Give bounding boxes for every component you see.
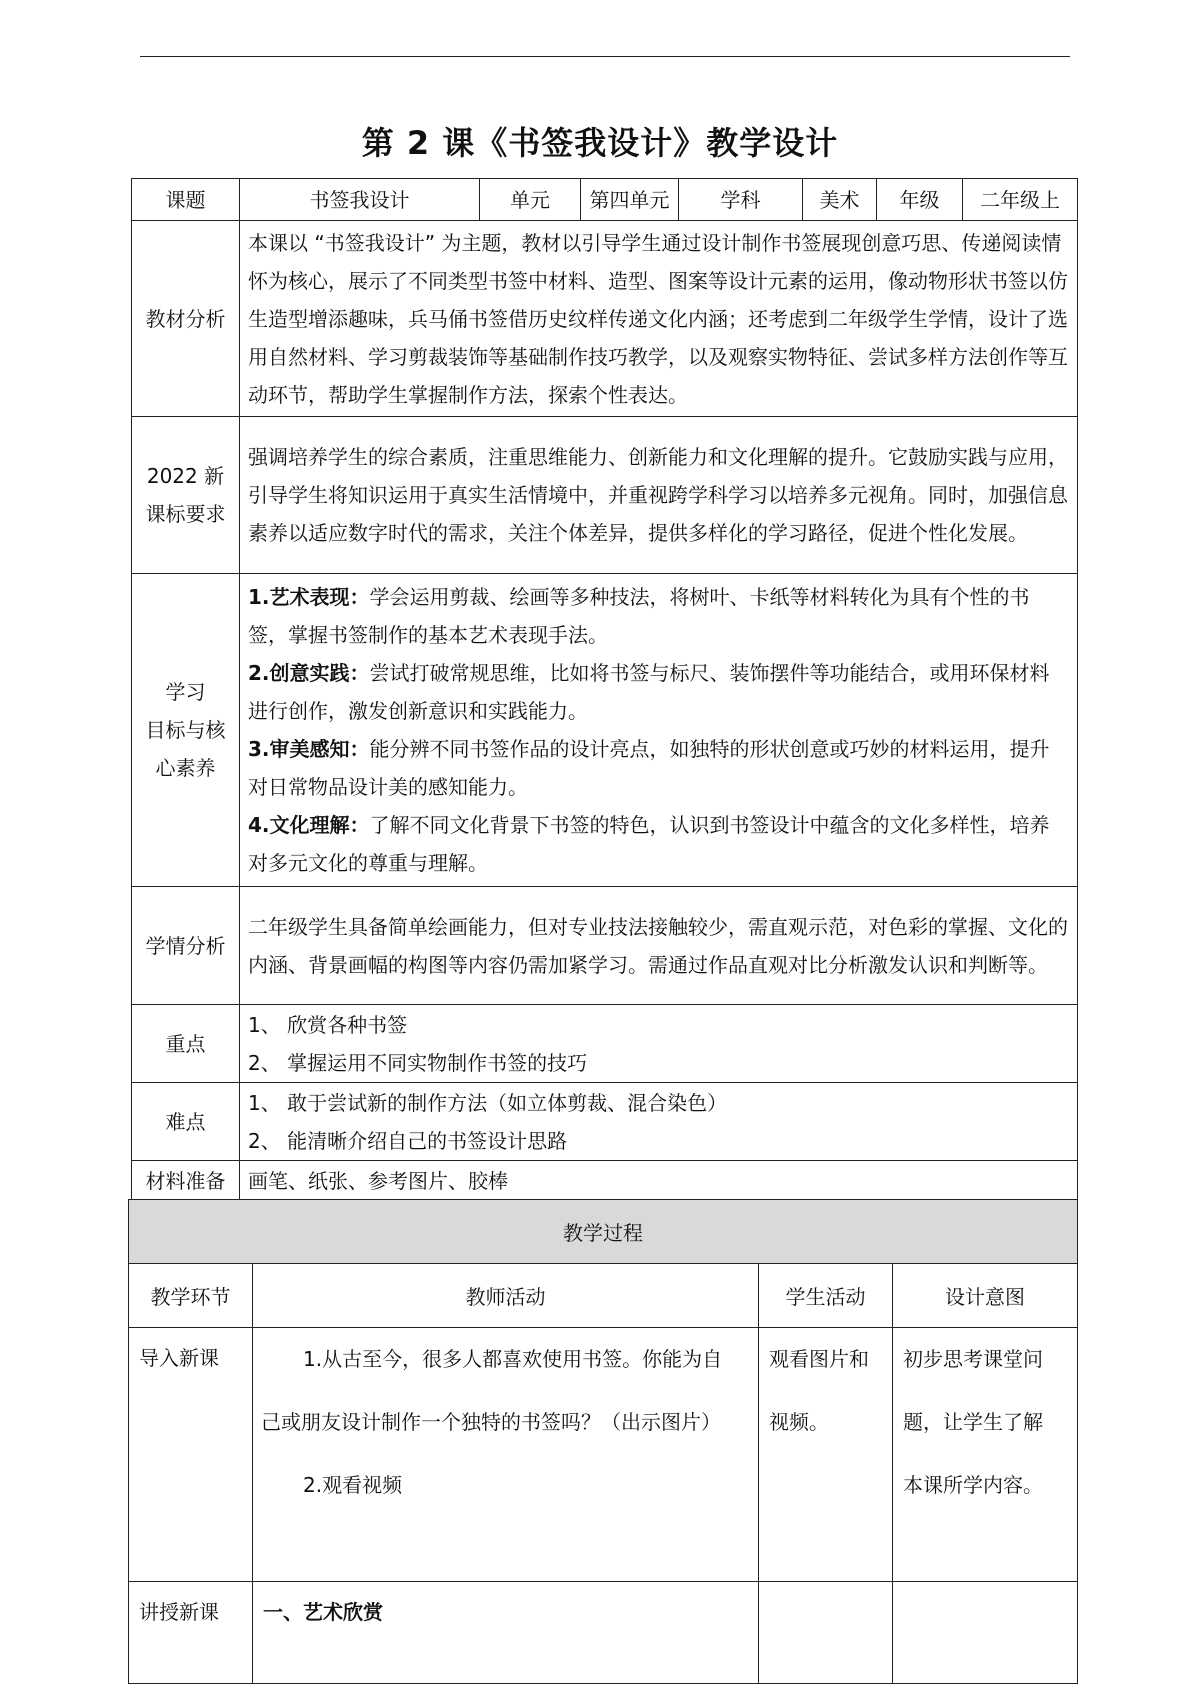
info-row	[132, 179, 1078, 221]
teaching-process-table	[128, 1199, 1078, 1684]
stage-cell: 导入新课	[129, 1328, 253, 1582]
standards-label-line2: 课标要求	[145, 502, 226, 526]
topic-value: 书签我设计	[240, 179, 480, 221]
column-header: 教师活动	[253, 1264, 759, 1328]
analysis-label: 教材分析	[132, 221, 240, 417]
difficulties-row	[132, 1083, 1078, 1161]
process-header: 教学过程	[129, 1200, 1078, 1264]
student-activity-cell	[759, 1328, 893, 1582]
list-item: 2、 能清晰介绍自己的书签设计思路	[248, 1128, 568, 1153]
objective-item	[248, 806, 1069, 882]
standards-label-line1: 2022 新	[146, 464, 225, 488]
page-title: 第 2 课《书签我设计》教学设计	[361, 124, 839, 162]
list-item: 1、 敢于尝试新的制作方法（如立体剪裁、混合染色）	[248, 1090, 728, 1115]
objective-heading: 3.审美感知：	[248, 737, 370, 761]
header-rule	[140, 56, 1070, 57]
materials-text: 画笔、纸张、参考图片、胶棒	[240, 1161, 1078, 1201]
process-header-row	[129, 1200, 1078, 1264]
objectives-list	[240, 574, 1078, 887]
objective-item	[248, 654, 1069, 730]
key-points-row	[132, 1005, 1078, 1083]
teacher-line: 2.观看视频	[303, 1473, 403, 1497]
design-intent-cell	[893, 1582, 1078, 1684]
lesson-info-table	[131, 178, 1078, 1201]
objective-text: 尝试打破常规思维，比如将书签与标尺、装饰摆件等功能结合，或用环保材料进行创作，激发创新意识和实践能力。	[248, 661, 1050, 723]
table-row	[129, 1328, 1078, 1582]
list-item: 1、 欣赏各种书签	[248, 1012, 408, 1037]
standards-label	[132, 417, 240, 574]
teacher-line: 己或朋友设计制作一个独特的书签吗？（出示图片）	[261, 1410, 721, 1434]
list-item: 2、 掌握运用不同实物制作书签的技巧	[248, 1050, 588, 1075]
objectives-label-line1: 学习	[165, 680, 206, 704]
column-header: 学生活动	[759, 1264, 893, 1328]
grade-value: 二年级上	[963, 179, 1078, 221]
unit-value: 第四单元	[581, 179, 679, 221]
objectives-label	[132, 574, 240, 887]
intent-line: 题，让学生了解	[903, 1410, 1043, 1434]
topic-label: 课题	[132, 179, 240, 221]
grade-label: 年级	[877, 179, 963, 221]
table-row	[129, 1582, 1078, 1684]
objective-text: 了解不同文化背景下书签的特色，认识到书签设计中蕴含的文化多样性，培养对多元文化的尊重与理解。	[248, 813, 1050, 875]
objective-text: 学会运用剪裁、绘画等多种技法，将树叶、卡纸等材料转化为具有个性的书签，掌握书签制作的基本艺术表现手法。	[248, 585, 1030, 647]
objectives-row	[132, 574, 1078, 887]
objective-item	[248, 730, 1069, 806]
objective-heading: 1.艺术表现：	[248, 585, 370, 609]
materials-row	[132, 1161, 1078, 1201]
intent-line: 本课所学内容。	[903, 1473, 1043, 1497]
column-header: 设计意图	[893, 1264, 1078, 1328]
student-line: 视频。	[769, 1410, 829, 1434]
analysis-text: 本课以 “书签我设计” 为主题，教材以引导学生通过设计制作书签展现创意巧思、传递阅读情怀为核心，展示了不同类型书签中材料、造型、图案等设计元素的运用，像动物形状书签以仿生造型增添趣味，兵马俑书签借历史纹样传递文化内涵；还考虑到二年级学生学情，设计了选用自然材料、学习剪裁装饰等基础制作技巧教学，以及观察实物特征、尝试多样方法创作等互动环节，帮助学生掌握制作方法，探索个性表达。	[240, 221, 1078, 417]
stage-cell: 讲授新课	[129, 1582, 253, 1684]
student-line: 观看图片和	[769, 1347, 869, 1371]
key-points-label: 重点	[132, 1005, 240, 1083]
section-heading: 一、艺术欣赏	[263, 1600, 383, 1624]
objectives-label-line2: 目标与核	[145, 718, 226, 742]
learner-label: 学情分析	[132, 887, 240, 1005]
materials-label: 材料准备	[132, 1161, 240, 1201]
subject-value: 美术	[803, 179, 877, 221]
student-activity-cell	[759, 1582, 893, 1684]
teacher-activity-cell	[253, 1582, 759, 1684]
unit-label: 单元	[480, 179, 581, 221]
difficulties-list	[240, 1083, 1078, 1161]
key-points-list	[240, 1005, 1078, 1083]
standards-text: 强调培养学生的综合素质，注重思维能力、创新能力和文化理解的提升。它鼓励实践与应用，引导学生将知识运用于真实生活情境中，并重视跨学科学习以培养多元视角。同时，加强信息素养以适应数字时代的需求，关注个体差异，提供多样化的学习路径，促进个性化发展。	[240, 417, 1078, 574]
intent-line: 初步思考课堂问	[903, 1347, 1043, 1371]
subject-label: 学科	[679, 179, 803, 221]
objectives-label-line3: 心素养	[155, 756, 216, 780]
design-intent-cell	[893, 1328, 1078, 1582]
teacher-line: 1.从古至今，很多人都喜欢使用书签。你能为自	[303, 1347, 723, 1371]
analysis-row	[132, 221, 1078, 417]
teacher-activity-cell	[253, 1328, 759, 1582]
learner-text: 二年级学生具备简单绘画能力，但对专业技法接触较少，需直观示范，对色彩的掌握、文化的内涵、背景画幅的构图等内容仍需加紧学习。需通过作品直观对比分析激发认识和判断等。	[240, 887, 1078, 1005]
difficulties-label: 难点	[132, 1083, 240, 1161]
column-header-row	[129, 1264, 1078, 1328]
objective-text: 能分辨不同书签作品的设计亮点，如独特的形状创意或巧妙的材料运用，提升对日常物品设计美的感知能力。	[248, 737, 1050, 799]
objective-item	[248, 578, 1069, 654]
standards-row	[132, 417, 1078, 574]
learner-row	[132, 887, 1078, 1005]
column-header: 教学环节	[129, 1264, 253, 1328]
objective-heading: 2.创意实践：	[248, 661, 370, 685]
objective-heading: 4.文化理解：	[248, 813, 370, 837]
